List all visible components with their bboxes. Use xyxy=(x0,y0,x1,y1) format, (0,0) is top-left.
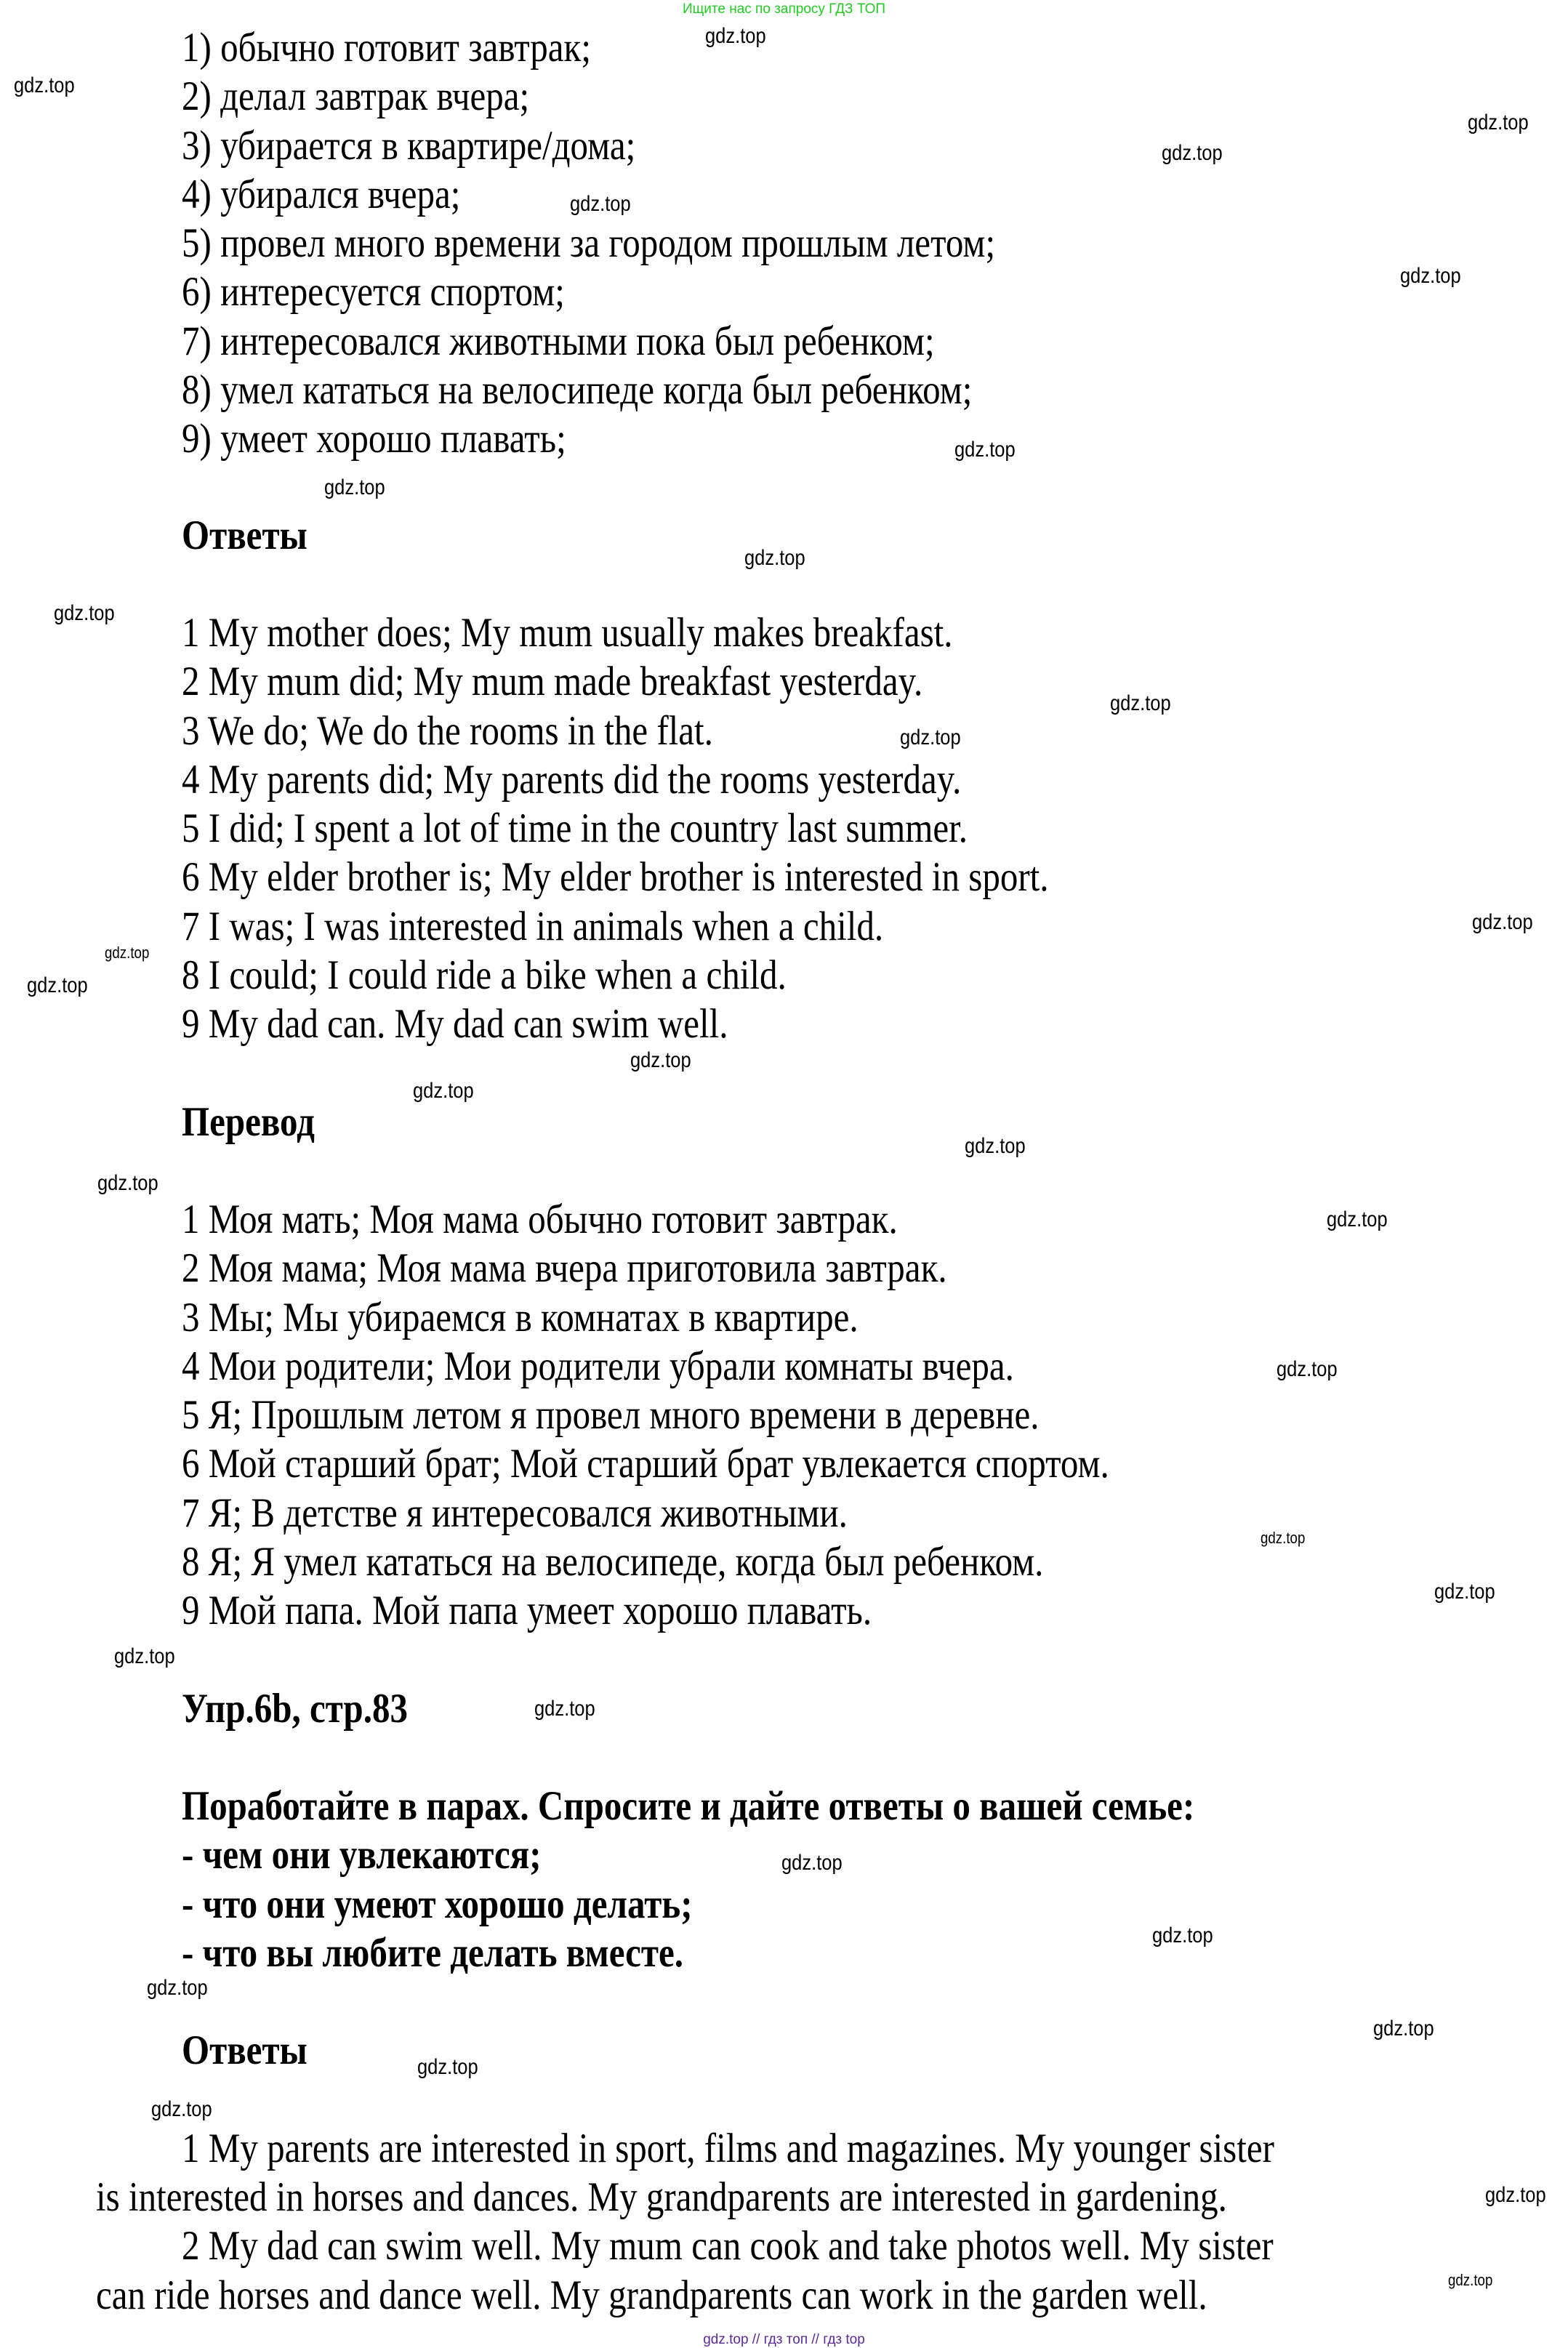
answer-item: 3 We do; We do the rooms in the flat. xyxy=(181,707,713,754)
footer-note: gdz.top // гдз топ // гдз top xyxy=(703,2332,865,2347)
watermark-text: gdz.top xyxy=(1152,1923,1213,1947)
task-item: 9) умеет хорошо плавать; xyxy=(181,416,566,462)
translation-item: 2 Моя мама; Моя мама вчера приготовила завтрак. xyxy=(181,1245,947,1292)
watermark-text: gdz.top xyxy=(705,23,766,48)
watermark-text: gdz.top xyxy=(27,973,88,998)
answer-item: 2 My mum did; My mum made breakfast yesterday. xyxy=(181,659,922,705)
watermark-text: gdz.top xyxy=(323,475,385,499)
watermark-text: gdz.top xyxy=(1276,1357,1338,1382)
answer-paragraph-line: can ride horses and dance well. My grandparents can work in the garden well. xyxy=(96,2272,1207,2318)
translation-item: 5 Я; Прошлым летом я провел много времени в деревне. xyxy=(181,1392,1040,1439)
translation-item: 9 Мой папа. Мой папа умеет хорошо плавать. xyxy=(181,1588,872,1634)
watermark-text: gdz.top xyxy=(1434,1579,1495,1604)
exercise-heading: Упр.6b, стр.83 xyxy=(181,1685,408,1732)
watermark-text: gdz.top xyxy=(105,943,150,962)
watermark-text: gdz.top xyxy=(1399,263,1461,288)
watermark-text: gdz.top xyxy=(97,1171,158,1196)
watermark-text: gdz.top xyxy=(965,1133,1026,1158)
answer-paragraph-line: is interested in horses and dances. My grandparents are interested in gardening. xyxy=(96,2174,1227,2220)
task-item: 3) убирается в квартире/дома; xyxy=(181,122,635,169)
watermark-text: gdz.top xyxy=(113,1644,175,1668)
exercise-task-line: - что вы любите делать вместе. xyxy=(181,1929,683,1976)
exercise-task-line: Поработайте в парах. Спросите и дайте ответы о вашей семье: xyxy=(181,1783,1195,1830)
answer-item: 6 My elder brother is; My elder brother is interested in sport. xyxy=(181,854,1049,901)
answer-item: 9 My dad can. My dad can swim well. xyxy=(181,1001,728,1048)
task-item: 8) умел кататься на велосипеде когда был ребенком; xyxy=(181,367,973,414)
answer-paragraph-line: 2 My dad can swim well. My mum can cook and take photos well. My sister xyxy=(181,2223,1274,2269)
task-item: 5) провел много времени за городом прошлым летом; xyxy=(181,220,995,267)
translation-item: 8 Я; Я умел кататься на велосипеде, когда был ребенком. xyxy=(181,1539,1044,1585)
watermark-text: gdz.top xyxy=(534,1696,595,1721)
task-item: 7) интересовался животными пока был ребенком; xyxy=(181,318,935,364)
watermark-text: gdz.top xyxy=(781,1851,843,1875)
watermark-text: gdz.top xyxy=(900,725,962,750)
task-item: 2) делал завтрак вчера; xyxy=(181,73,529,120)
translation-item: 1 Моя мать; Моя мама обычно готовит завтрак. xyxy=(181,1197,898,1243)
watermark-text: gdz.top xyxy=(13,73,75,97)
exercise-task-line: - чем они увлекаются; xyxy=(181,1832,542,1878)
search-hint-banner: Ищите нас по запросу ГДЗ ТОП xyxy=(682,1,886,17)
watermark-text: gdz.top xyxy=(954,438,1016,462)
exercise-task-line: - что они умеют хорошо делать; xyxy=(181,1881,693,1927)
answer-item: 4 My parents did; My parents did the rooms yesterday. xyxy=(181,756,962,803)
task-item: 6) интересуется спортом; xyxy=(181,269,565,315)
translation-item: 3 Мы; Мы убираемся в комнатах в квартире. xyxy=(181,1294,859,1340)
watermark-text: gdz.top xyxy=(1485,2182,1547,2207)
translation-item: 4 Мои родители; Мои родители убрали комнаты вчера. xyxy=(181,1343,1014,1389)
answer-paragraph-line: 1 My parents are interested in sport, films and magazines. My younger sister xyxy=(181,2125,1274,2171)
watermark-text: gdz.top xyxy=(54,601,115,626)
answers2-heading: Ответы xyxy=(181,2027,307,2074)
watermark-text: gdz.top xyxy=(1260,1528,1306,1547)
watermark-text: gdz.top xyxy=(147,1975,208,2000)
answer-item: 8 I could; I could ride a bike when a child. xyxy=(181,952,787,998)
answers-heading: Ответы xyxy=(181,512,307,558)
answer-item: 1 My mother does; My mum usually makes breakfast. xyxy=(181,610,953,656)
answer-item: 7 I was; I was interested in animals when a child. xyxy=(181,903,883,949)
watermark-text: gdz.top xyxy=(1110,691,1172,716)
watermark-text: gdz.top xyxy=(1471,910,1533,935)
watermark-text: gdz.top xyxy=(630,1048,691,1073)
watermark-text: gdz.top xyxy=(417,2055,478,2080)
answer-item: 5 I did; I spent a lot of time in the country last summer. xyxy=(181,805,968,852)
watermark-text: gdz.top xyxy=(1372,2016,1434,2041)
task-item: 1) обычно готовит завтрак; xyxy=(181,25,591,71)
translation-item: 6 Мой старший брат; Мой старший брат увлекается спортом. xyxy=(181,1441,1109,1487)
watermark-text: gdz.top xyxy=(1326,1207,1388,1232)
watermark-text: gdz.top xyxy=(412,1078,474,1103)
watermark-text: gdz.top xyxy=(744,545,805,570)
watermark-text: gdz.top xyxy=(570,191,631,216)
translation-heading: Перевод xyxy=(181,1098,315,1145)
translation-item: 7 Я; В детстве я интересовался животными. xyxy=(181,1489,848,1536)
task-item: 4) убирался вчера; xyxy=(181,171,461,217)
watermark-text: gdz.top xyxy=(1467,110,1529,135)
watermark-text: gdz.top xyxy=(1447,2271,1493,2290)
watermark-text: gdz.top xyxy=(151,2096,213,2121)
watermark-text: gdz.top xyxy=(1161,140,1223,165)
